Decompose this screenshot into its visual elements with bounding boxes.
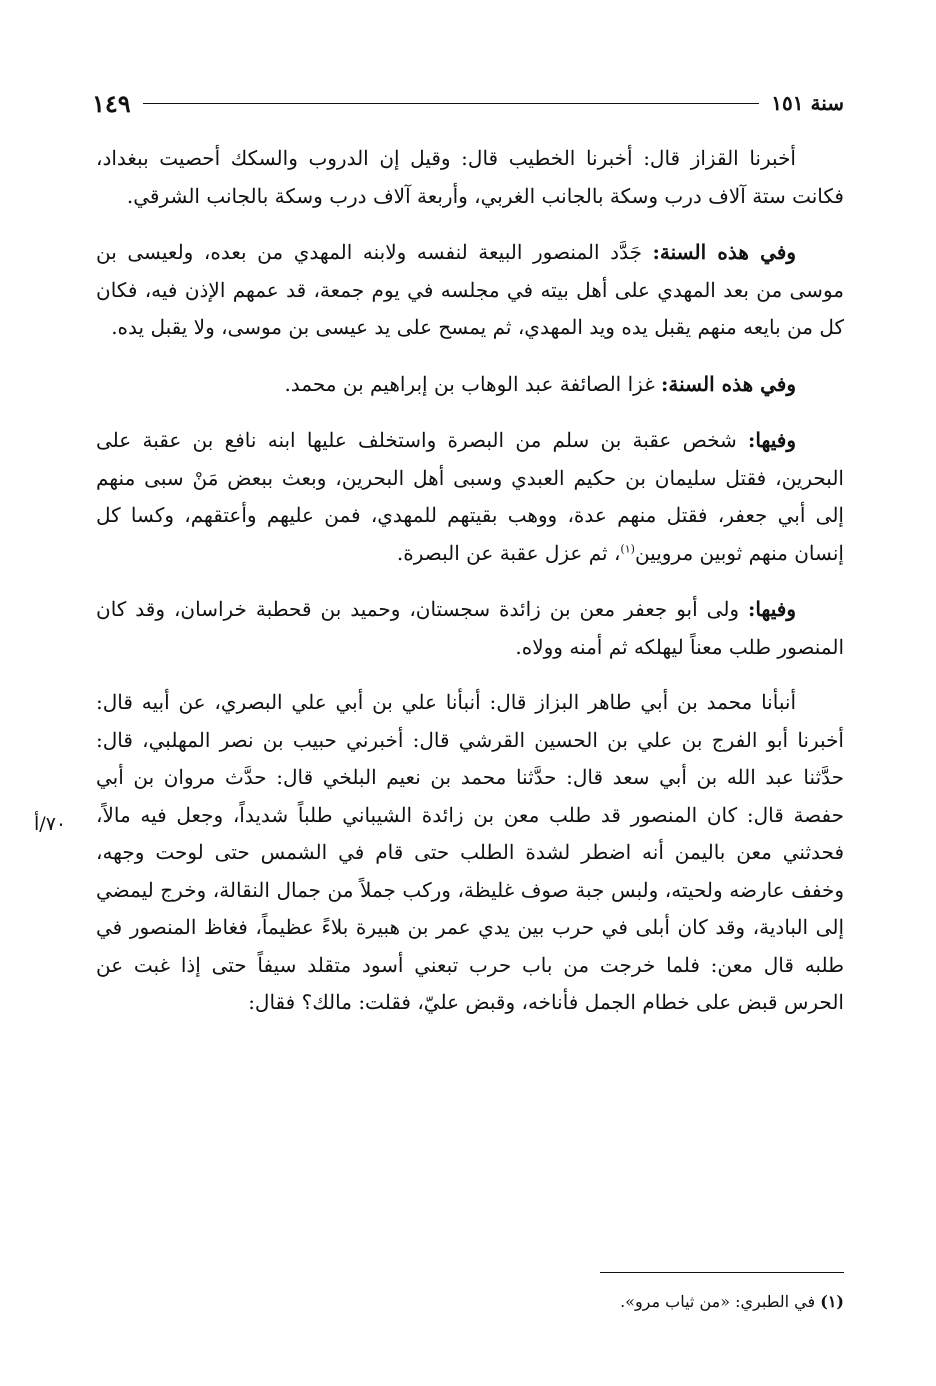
footnote-rule	[600, 1272, 844, 1273]
paragraph-text: أنبأنا محمد بن أبي طاهر البزاز قال: أنبأنا علي بن أبي علي البصري، عن أبيه قال: أخبرنا أبو الفرج بن علي بن الحسين القرشي قال: أخبرني حبيب بن نصر المهلبي، قال: حدَّثنا عبد الله بن أبي سعد قال: حدَّثنا محمد بن نعيم البلخي قال: حدَّث مروان بن أبي حفصة قال: كان المنصور قد طلب معن بن زائدة الشيباني طلباً شديداً، وجعل فيه مالاً، فحدثني معن باليمن أنه اضطر لشدة الطلب حتى قام في الشمس حتى لوحت وجهه، وخفف عارضه ولحيته، ولبس جبة صوف غليظة، وركب جملاً من جمال النقالة، وخرج ليمضي إلى البادية، وقد كان أبلى في حرب بين يدي عمر بن هبيرة بلاءً عظيماً، فغاظ المنصور في طلبه قال معن: فلما خرجت من باب حرب تبعني أسود متقلد سيفاً حتى إذا غبت عن الحرس قبض على خطام الجمل فأناخه، وقبض عليّ، فقلت: مالك؟ فقال:	[96, 690, 844, 1014]
paragraph	[96, 422, 844, 572]
year-heading: سنة ١٥١	[771, 91, 844, 115]
paragraph-text-continued: ، ثم عزل عقبة عن البصرة.	[396, 540, 621, 565]
paragraph	[96, 591, 844, 666]
paragraph-text: غزا الصائفة عبد الوهاب بن إبراهيم بن محمد.	[284, 371, 662, 396]
paragraph	[96, 234, 844, 347]
paragraph	[96, 684, 844, 1022]
footnote	[560, 1292, 844, 1311]
paragraph-lead: وفيها:	[748, 597, 796, 621]
header-rule	[143, 103, 760, 104]
paragraph-text: جَدَّد المنصور البيعة لنفسه ولابنه المهدي من بعده، ولعيسى بن موسى من بعد المهدي على أهل بيته في مجلسه في يوم جمعة، قد عمهم الإذن فيه، فكان كل من بايعه منهم يقبل يده ويد المهدي، ثم يمسح على يد عيسى بن موسى، ولا يقبل يده.	[96, 240, 844, 339]
paragraph	[96, 140, 844, 215]
paragraph-lead: وفي هذه السنة:	[661, 371, 796, 396]
footnote-reference: (١)	[620, 541, 635, 555]
page-number: ١٤٩	[92, 88, 131, 118]
footnote-number: (١)	[820, 1292, 844, 1311]
paragraph-text: أخبرنا القزاز قال: أخبرنا الخطيب قال: وقيل إن الدروب والسكك أحصيت ببغداد، فكانت ستة آلاف درب وسكة بالجانب الغربي، وأربعة آلاف درب وسكة بالجانب الشرقي.	[96, 146, 844, 208]
running-head	[92, 86, 844, 120]
paragraph-text: ولى أبو جعفر معن بن زائدة سجستان، وحميد بن قحطبة خراسان، وقد كان المنصور طلب معناً ليهلكه ثم أمنه وولاه.	[96, 597, 844, 659]
manuscript-folio-note: ٧٠/أ	[34, 813, 67, 835]
paragraph-text: شخص عقبة بن سلم من البصرة واستخلف عليها ابنه نافع بن عقبة على البحرين، فقتل سليمان بن حكيم العبدي وسبى أهل البحرين، وبعث ببعض مَنْ سبى منهم إلى أبي جعفر، فقتل منهم عدة، ووهب بقيتهم للمهدي، فمن عليهم وأعتقهم، وكسا كل إنسان منهم ثوبين مرويين	[96, 428, 844, 565]
paragraph-lead: وفي هذه السنة:	[652, 240, 796, 264]
footnote-text: في الطبري: «من ثياب مرو».	[620, 1292, 821, 1311]
main-text	[96, 140, 844, 1041]
paragraph	[96, 366, 844, 404]
paragraph-lead: وفيها:	[748, 428, 796, 452]
